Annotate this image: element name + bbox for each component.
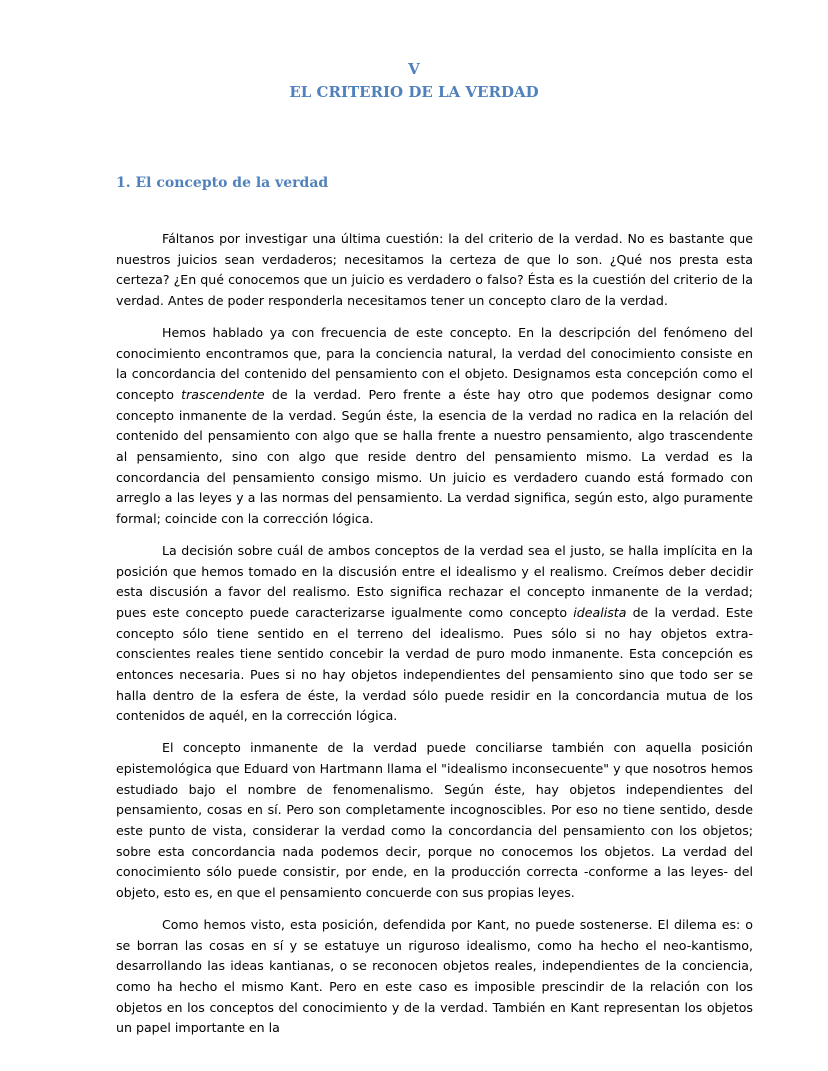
paragraph-text: El concepto inmanente de la verdad puede conciliarse también con aquella posición epistemológica que Eduard von Hartmann llama el "idealismo inconsecuente" y que nosotros hemos estudiado bajo el nombre de fenomenalismo. Según éste, hay objetos independientes del pensamiento, cosas en sí. Pero son completamente incognoscibles. Por eso no tiene sentido, desde este punto de vista, considerar la verdad como la concordancia del pensamiento con los objetos; sobre esta concordancia nada podemos decir, porque no conocemos los objetos. La verdad del conocimiento sólo puede consistir, por ende, en la producción correcta -conforme a las leyes- del objeto, esto es, en que el pensamiento concuerde con sus propias leyes. xyxy=(116,740,753,901)
italic-term: idealista xyxy=(573,604,627,620)
body-paragraph xyxy=(116,541,753,727)
paragraph-text: Como hemos visto, esta posición, defendida por Kant, no puede sostenerse. El dilema es: o se borran las cosas en sí y se estatuye un riguroso idealismo, como ha hecho el neo-kantismo, desarrollando las ideas kantianas, o se reconocen objetos reales, independientes de la conciencia, como ha hecho el mismo Kant. Pero en este caso es imposible prescindir de la relación con los objetos en los conceptos del conocimiento y de la verdad. También en Kant representan los objetos un papel importante en la xyxy=(116,916,753,1036)
italic-term: trascendente xyxy=(181,386,265,402)
section-heading: 1. El concepto de la verdad xyxy=(116,175,329,191)
body-text xyxy=(116,229,753,1050)
body-paragraph xyxy=(116,229,753,312)
paragraph-text: de la verdad. Este concepto sólo tiene sentido en el terreno del idealismo. Pues sólo si no hay objetos extra-conscientes reales tiene sentido concebir la verdad de puro modo inmanente. Esta concepción es entonces necesaria. Pues si no hay objetos independientes del pensamiento sino que todo ser se halla dentro de la esfera de éste, la verdad sólo puede residir en la concordancia mutua de los contenidos de aquél, en la corrección lógica. xyxy=(116,604,753,724)
body-paragraph xyxy=(116,323,753,530)
body-paragraph xyxy=(116,738,753,904)
paragraph-text: Hemos hablado ya con frecuencia de este concepto. En la descripción del fenómeno del conocimiento encontramos que, para la conciencia natural, la verdad del conocimiento consiste en la concordancia del contenido del pensamiento con el objeto. Designamos esta concepción como el concepto xyxy=(116,324,753,402)
chapter-title: EL CRITERIO DE LA VERDAD xyxy=(289,83,539,101)
chapter-number: V xyxy=(408,60,420,78)
paragraph-text: de la verdad. Pero frente a éste hay otro que podemos designar como concepto inmanente de la verdad. Según éste, la esencia de la verdad no radica en la relación del contenido del pensamiento con algo que se halla frente a nuestro pensamiento, algo trascendente al pensamiento, sino con algo que reside dentro del pensamiento mismo. La verdad es la concordancia del pensamiento consigo mismo. Un juicio es verdadero cuando está formado con arreglo a las leyes y a las normas del pensamiento. La verdad significa, según esto, algo puramente formal; coincide con la corrección lógica. xyxy=(116,386,753,527)
body-paragraph xyxy=(116,915,753,1039)
paragraph-text: Fáltanos por investigar una última cuestión: la del criterio de la verdad. No es bastante que nuestros juicios sean verdaderos; necesitamos la certeza de que lo son. ¿Qué nos presta esta certeza? ¿En qué conocemos que un juicio es verdadero o falso? Ésta es la cuestión del criterio de la verdad. Antes de poder responderla necesitamos tener un concepto claro de la verdad. xyxy=(116,231,753,309)
chapter-header xyxy=(0,58,828,104)
paragraph-text: La decisión sobre cuál de ambos conceptos de la verdad sea el justo, se halla implícita en la posición que hemos tomado en la discusión entre el idealismo y el realismo. Creímos deber decidir esta discusión a favor del realismo. Esto significa rechazar el concepto inmanente de la verdad; pues este concepto puede caracterizarse igualmente como concepto xyxy=(116,542,753,620)
